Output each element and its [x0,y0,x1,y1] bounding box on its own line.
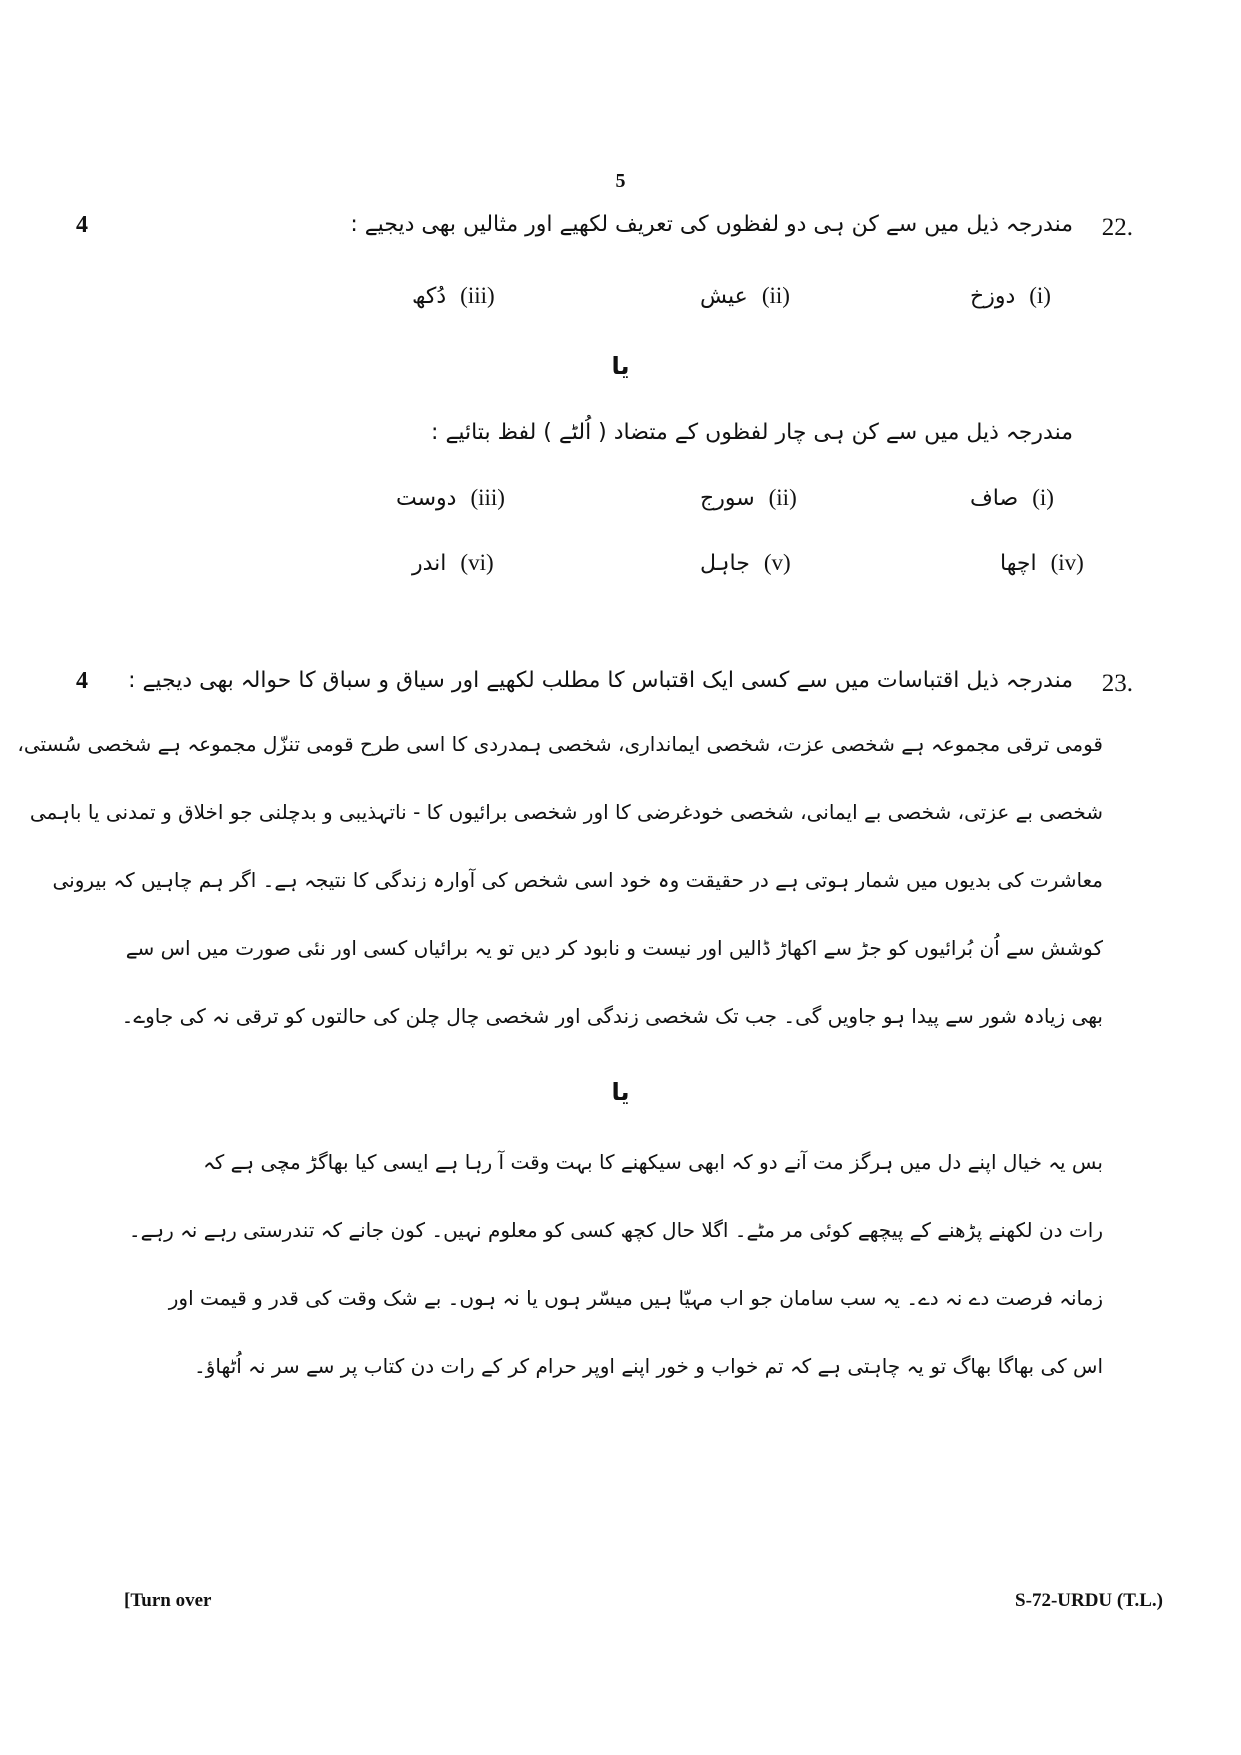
paper-code: S-72-URDU (T.L.) [1015,1590,1163,1611]
option-word: عیش [700,283,748,309]
option-word: اچھا [1000,550,1037,576]
q22-alt-option-4 [1000,550,1084,576]
option-number: (ii) [761,283,790,308]
q23-or-label: یا [611,1078,630,1106]
option-word: اندر [412,550,447,576]
option-word: دوست [396,485,457,511]
q23-number: 23. [1101,670,1133,697]
option-number: (vi) [460,550,494,575]
option-word: سورج [700,485,755,511]
passage-line: اس کی بھاگا بھاگ تو یہ چاہتی ہے کہ تم خواب و خور اپنے اوپر حرام کر کے رات دن کتاب پر سے سر نہ اُٹھاؤ۔ [194,1354,1103,1378]
passage-line: قومی ترقی مجموعہ ہے شخصی عزت، شخصی ایمانداری، شخصی ہمدردی کا اسی طرح قومی تنزّل مجموعہ ہے شخصی سُستی، [17,732,1103,756]
passage-line: رات دن لکھنے پڑھنے کے پیچھے کوئی مر مٹے۔ اگلا حال کچھ کسی کو معلوم نہیں۔ کون جانے کہ تندرستی رہے نہ رہے۔ [128,1218,1103,1242]
q22-alt-option-2 [700,485,797,511]
option-word: صاف [970,485,1019,511]
q22-instruction: مندرجہ ذیل میں سے کن ہی دو لفظوں کی تعریف لکھیے اور مثالیں بھی دیجیے : [350,212,1073,237]
option-number: (iii) [470,485,505,510]
option-number: (i) [1032,485,1054,510]
passage-line: کوشش سے اُن بُرائیوں کو جڑ سے اکھاڑ ڈالیں اور نیست و نابود کر دیں تو یہ برائیاں کسی اور نئی صورت میں اس سے [125,936,1103,960]
passage-line: زمانہ فرصت دے نہ دے۔ یہ سب سامان جو اب مہیّا ہیں میسّر ہوں یا نہ ہوں۔ بے شک وقت کی قدر و قیمت اور [168,1286,1103,1310]
q22-marks: 4 [76,212,88,238]
option-number: (ii) [768,485,797,510]
q22-number: 22. [1101,214,1133,241]
q22-option-1 [970,283,1051,309]
page-number: 5 [615,170,626,192]
q22-option-2 [700,283,790,309]
turn-over-note: [Turn over [124,1590,212,1611]
passage-line: بس یہ خیال اپنے دل میں ہرگز مت آنے دو کہ ابھی سیکھنے کا بہت وقت آ رہا ہے ایسی کیا بھاگڑ مچی ہے کہ [203,1150,1103,1174]
option-number: (v) [763,550,791,575]
q23-marks: 4 [76,668,88,694]
option-word: دُکھ [412,283,447,309]
q22-alt-instruction: مندرجہ ذیل میں سے کن ہی چار لفظوں کے متضاد ( اُلٹے ) لفظ بتائیے : [431,420,1073,445]
option-word: دوزخ [970,283,1016,309]
q22-alt-option-5 [700,550,791,576]
q22-option-3 [412,283,495,309]
q23-instruction: مندرجہ ذیل اقتباسات میں سے کسی ایک اقتباس کا مطلب لکھیے اور سیاق و سباق کا حوالہ بھی دیجیے : [128,668,1073,693]
passage-line: شخصی بے عزتی، شخصی بے ایمانی، شخصی خودغرضی کا اور شخصی برائیوں کا - ناتہذیبی و بدچلنی جو اخلاق و تمدنی یا باہمی [29,800,1103,824]
q22-or-label: یا [611,352,630,380]
q22-alt-option-1 [970,485,1054,511]
option-word: جاہل [700,550,750,576]
q22-alt-option-3 [396,485,505,511]
option-number: (i) [1029,283,1051,308]
passage-line: بھی زیادہ شور سے پیدا ہو جاویں گی۔ جب تک شخصی زندگی اور شخصی چال چلن کی حالتوں کو ترقی نہ کی جاوے۔ [121,1004,1103,1028]
q22-alt-option-6 [412,550,494,576]
passage-line: معاشرت کی بدیوں میں شمار ہوتی ہے در حقیقت وہ خود اسی شخص کی آوارہ زندگی کا نتیجہ ہے۔ اگر ہم چاہیں کہ بیرونی [52,868,1103,892]
option-number: (iv) [1050,550,1084,575]
option-number: (iii) [460,283,495,308]
